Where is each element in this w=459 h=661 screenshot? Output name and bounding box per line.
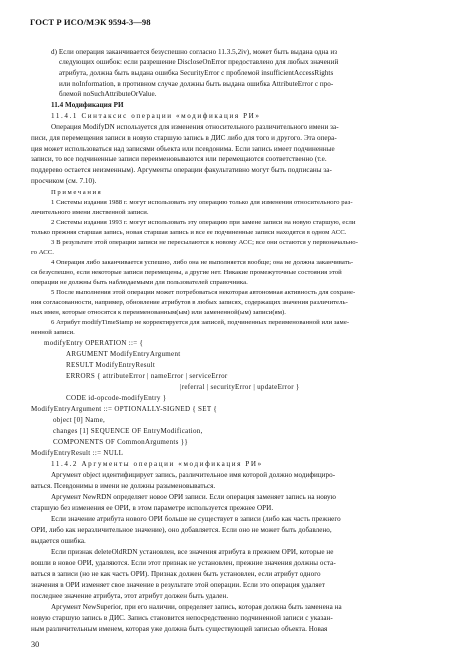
paragraph-line: просчиком (см. 7.10). bbox=[31, 177, 97, 185]
subsection-heading: 11.4.1 Синтаксис операции «модификация РИ» bbox=[51, 112, 261, 120]
note-line: личительного имени лиственной записи. bbox=[31, 209, 149, 216]
paragraph-line: Аргумент object идентифицирует запись, различительное имя которой должно модифициро- bbox=[51, 471, 336, 479]
note-line: 3 В результате этой операции записи не пересылаются к новому АСС; все они остаются у первоначально- bbox=[51, 239, 358, 246]
paragraph-line: записи, то все подчиненные записи переименовываются или перемещаются соответственно (т.е. bbox=[31, 155, 327, 163]
note-line: ненной записи. bbox=[31, 329, 75, 336]
paragraph-line: Если значение атрибута нового ОРИ больше не существует в записи (либо как часть прежнего bbox=[51, 515, 341, 523]
paragraph-line: Аргумент NewRDN определяет новое ОРИ записи. Если операция заменяет запись на новую bbox=[51, 493, 336, 501]
code-line: COMPONENTS OF CommonArguments }} bbox=[53, 438, 189, 446]
paragraph-line: поддерево остается неизменным). Аргументы операции факультативно могут быть подписаны за- bbox=[31, 166, 332, 174]
paragraph-line: d) Если операция заканчивается безуспешно согласно 11.3.5,2iv), может быть выдана одна из bbox=[51, 48, 338, 56]
note-line: ных имен, которые относятся к переименованным(ым) или замененной(ым) записи(ям). bbox=[31, 309, 287, 316]
code-line: ERRORS { attributeError | nameError | serviceError bbox=[66, 372, 228, 380]
paragraph-line: вошли в новое ОРИ, удаляются. Если этот признак не установлен, прежние значения должны оста- bbox=[31, 559, 336, 567]
paragraph-line: атрибута, должна быть выдана ошибка SecurityError с проблемой insufficientAccessRights bbox=[59, 69, 334, 77]
note-line: 2 Системы издания 1993 г. могут использовать эту операцию при замене записи на новую старшую, если bbox=[51, 219, 356, 226]
code-line: ModifyEntryResult ::= NULL bbox=[31, 449, 124, 457]
notes-heading: Примечания bbox=[51, 189, 103, 196]
paragraph-line: писи, для перемещения записи в новую старшую запись в ДИС либо для того и другого. Эта опера- bbox=[31, 134, 337, 142]
note-line: 4 Операция либо заканчивается успешно, либо она не выполняется вообще; она не должна заканчивать- bbox=[51, 259, 354, 266]
paragraph-line: ваться. Псевдонимы в имени не должны разыменовываться. bbox=[31, 482, 216, 490]
note-line: 1 Системы издания 1988 г. могут использовать эту операцию только для изменения относительного раз- bbox=[51, 199, 353, 206]
code-line: ARGUMENT ModifyEntryArgument bbox=[66, 350, 181, 358]
note-line: только прежняя старшая запись, новая старшая запись и все ее подчиненные записи находятся в одном АСС. bbox=[31, 229, 347, 236]
paragraph-line: ным различительным именем, которая уже должна быть существующей записью объекта. Новая bbox=[31, 625, 328, 633]
code-line: modifyEntry OPERATION ::= { bbox=[44, 339, 144, 347]
paragraph-line: следующих ошибок: если разрешение DiscloseOnError предоставлено для любых значений bbox=[59, 58, 339, 66]
paragraph-line: ОРИ, либо как неразличительное значение), оно добавляется. Если оно не может быть добавлено, bbox=[31, 526, 332, 534]
paragraph-line: или noInformation, в противном случае должны быть выдана ошибка AttributeError с про- bbox=[59, 80, 334, 88]
note-line: операции не должны быть наблюдаемыми для пользователей справочника. bbox=[31, 279, 248, 286]
paragraph-line: Если признак deleteOldRDN установлен, все значения атрибута в прежнем ОРИ, которые не bbox=[51, 548, 334, 556]
code-line: RESULT ModifyEntryResult bbox=[66, 361, 156, 369]
code-line: |referral | securityError | updateError } bbox=[180, 383, 300, 391]
subsection-heading: 11.4.2 Аргументы операции «модификация РИ» bbox=[51, 460, 263, 468]
code-line: object [0] Name, bbox=[53, 416, 106, 424]
section-heading: 11.4 Модификация РИ bbox=[51, 101, 124, 109]
note-line: ся безуспешно, если некоторые записи перемещены, а другие нет. Никакие промежуточные состояния этой bbox=[31, 269, 342, 276]
paragraph-line: последнее значение атрибута, этот атрибут должен быть удален. bbox=[31, 592, 229, 600]
paragraph-line: блемой noSuchAttributeOrValue. bbox=[59, 90, 157, 98]
paragraph-line: ция может использоваться над записями объекта или псевдонима. Если запись имеет подчиненные bbox=[31, 145, 335, 153]
note-line: го АСС. bbox=[31, 249, 55, 256]
paragraph-line: Операция ModifyDN используется для изменения относительного различительного имени за- bbox=[51, 123, 339, 131]
paragraph-line: ваться в записи (но не как часть ОРИ). Признак должен быть установлен, если атрибут одного bbox=[31, 570, 321, 578]
paragraph-line: новую старшую запись в ДИС. Запись становится непосредственно подчиненной записи с указан- bbox=[31, 614, 333, 622]
paragraph-line: выдается ошибка. bbox=[31, 537, 86, 545]
paragraph-line: значения в ОРИ изменяет свое значение в результате этой операции. Если это операция удаляет bbox=[31, 581, 325, 589]
note-line: 5 После выполнения этой операции может потребоваться некоторая автономная активность для сохране- bbox=[51, 289, 356, 296]
page-number: 30 bbox=[31, 640, 40, 649]
code-line: changes [1] SEQUENCE OF EntryModification, bbox=[53, 427, 203, 435]
page-header: ГОСТ Р ИСО/МЭК 9594-3—98 bbox=[30, 18, 151, 27]
note-line: ния согласованности, например, обновление атрибутов в любых записях, содержащих значения различитель- bbox=[31, 299, 348, 306]
note-line: 6 Атрибут modifyTimeStamp не корректируется для записей, подчиненных переименованной или заме- bbox=[51, 319, 350, 326]
code-line: CODE id-opcode-modifyEntry } bbox=[66, 394, 167, 402]
paragraph-line: старшую без изменения ее ОРИ, в этом параметре используется прежнее ОРИ. bbox=[31, 504, 274, 512]
code-line: ModifyEntryArgument ::= OPTIONALLY-SIGNED { SET { bbox=[31, 405, 217, 413]
paragraph-line: Аргумент NewSuperior, при его наличии, определяет запись, которая должна быть заменена на bbox=[51, 603, 342, 611]
